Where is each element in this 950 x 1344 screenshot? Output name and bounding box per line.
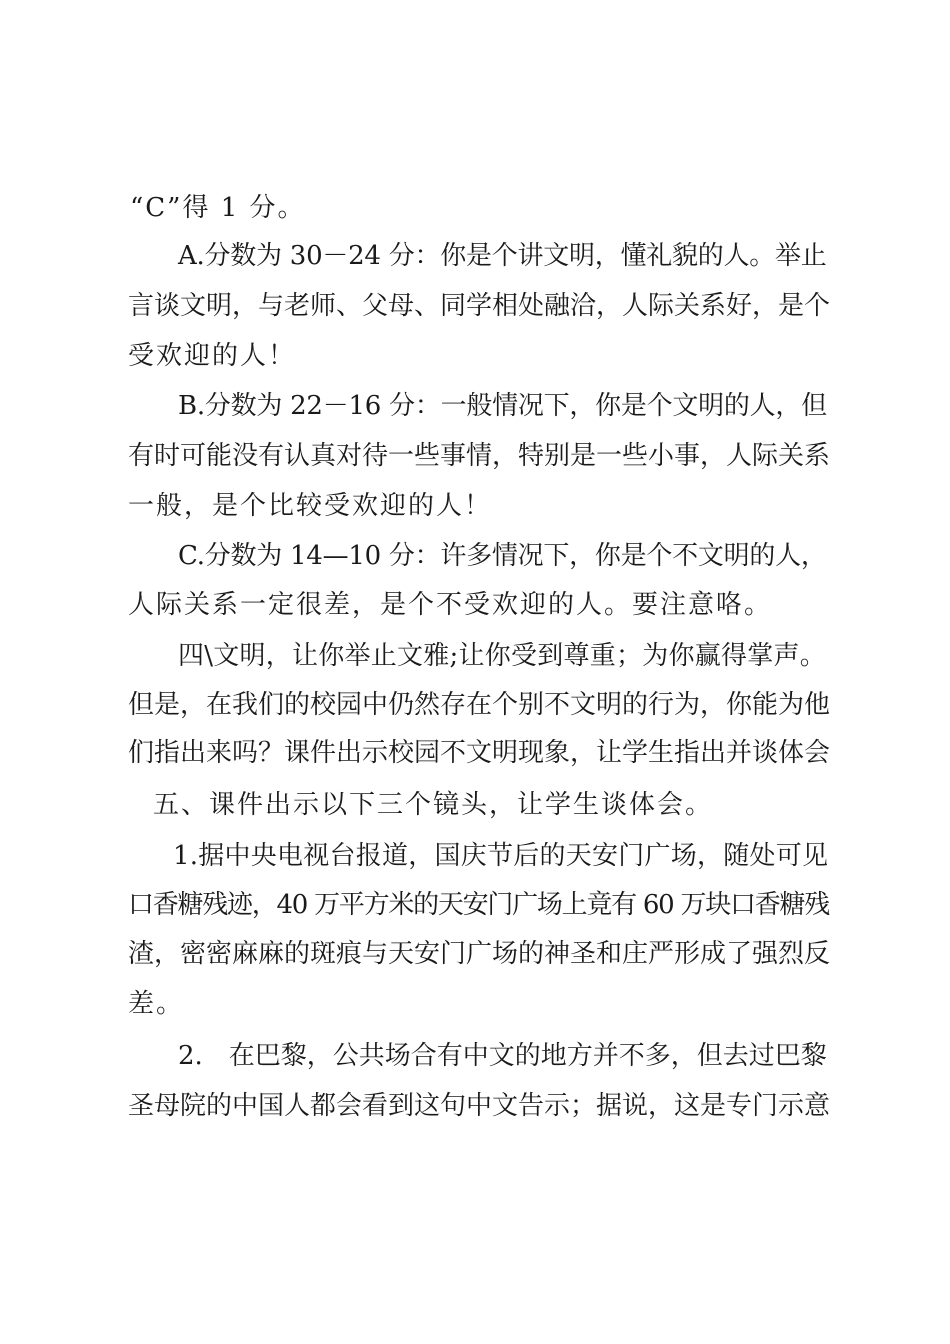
text-line: 2. 在巴黎，公共场合有中文的地方并不多，但去过巴黎	[178, 1041, 827, 1071]
text-line: C.分数为 14—10 分：许多情况下，你是个不文明的人，	[178, 541, 827, 571]
text-line: 但是，在我们的校园中仍然存在个别不文明的行为，你能为他	[128, 690, 831, 720]
text-line: 一般，是个比较受欢迎的人！	[128, 491, 493, 521]
text-line: 口香糖残迹，40 万平方米的天安门广场上竟有 60 万块口香糖残	[128, 890, 829, 920]
text-line: 们指出来吗？课件出示校园不文明现象，让学生指出并谈体会	[128, 738, 831, 768]
text-line: B.分数为 22－16 分：一般情况下，你是个文明的人，但	[178, 391, 827, 421]
text-line: 五、课件出示以下三个镜头，让学生谈体会。	[153, 790, 714, 820]
text-line: “C”得 1 分。	[130, 193, 306, 223]
text-line: 受欢迎的人！	[128, 341, 297, 371]
text-line: 差。	[128, 989, 185, 1019]
text-line: 圣母院的中国人都会看到这句中文告示；据说，这是专门示意	[128, 1091, 831, 1121]
text-line: 言谈文明，与老师、父母、同学相处融洽，人际关系好，是个	[128, 291, 831, 321]
text-line: A.分数为 30－24 分：你是个讲文明，懂礼貌的人。举止	[178, 241, 827, 271]
text-line: 1.据中央电视台报道，国庆节后的天安门广场，随处可见	[173, 841, 829, 871]
text-line: 有时可能没有认真对待一些事情，特别是一些小事，人际关系	[128, 441, 831, 471]
text-line: 人际关系一定很差，是个不受欢迎的人。要注意咯。	[128, 590, 773, 620]
text-line: 渣，密密麻麻的斑痕与天安门广场的神圣和庄严形成了强烈反	[128, 939, 831, 969]
text-line: 四\文明，让你举止文雅;让你受到尊重；为你赢得掌声。	[178, 641, 827, 671]
